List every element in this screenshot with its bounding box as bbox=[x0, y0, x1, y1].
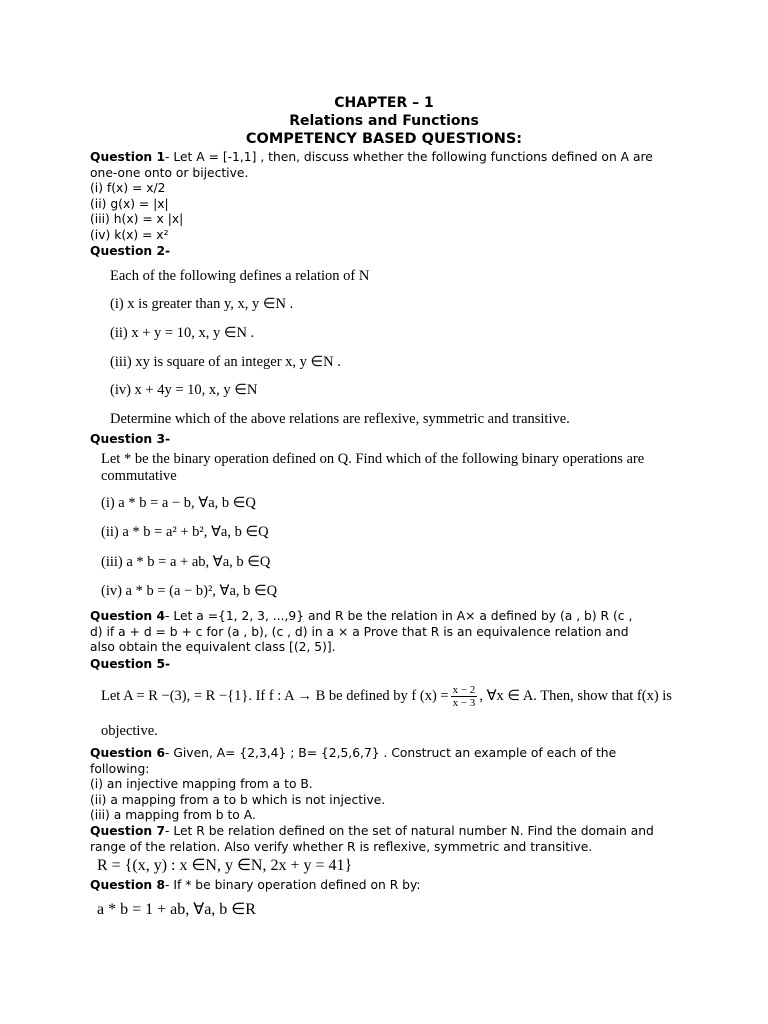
question-2-item: (ii) x + y = 10, x, y ∈N . bbox=[110, 325, 255, 341]
question-8-formula: a * b = 1 + ab, ∀a, b ∈R bbox=[97, 901, 256, 918]
question-2-item: (iv) x + 4y = 10, x, y ∈N bbox=[110, 382, 258, 398]
question-4-line-3: also obtain the equivalent class [(2, 5)]. bbox=[90, 640, 336, 655]
question-5-statement: Let A = R −(3), = R −{1}. If f : A → B be defined by f (x) = $\frac{x - 2}{x - 3}$ , ∀x ∈ A. Then, show that f(x) is bbox=[101, 684, 672, 709]
question-2-item: (iii) xy is square of an integer x, y ∈N . bbox=[110, 354, 341, 370]
question-1-item: (i) f(x) = x/2 bbox=[90, 181, 166, 196]
question-7-formula: R = {(x, y) : x ∈N, y ∈N, 2x + y = 41} bbox=[97, 857, 353, 874]
question-4-label: Question 4 bbox=[90, 609, 166, 623]
question-1-item: (ii) g(x) = |x| bbox=[90, 196, 169, 211]
question-6-item: (i) an injective mapping from a to B. bbox=[90, 777, 313, 792]
question-8-label: Question 8 bbox=[90, 878, 166, 892]
question-8-line-1: Question 8- If * be binary operation defined on R by: bbox=[90, 878, 421, 892]
question-3-line-1: Let * be the binary operation defined on Q. Find which of the following binary operations are bbox=[101, 451, 645, 467]
question-3-item: (ii) a * b = a² + b², ∀a, b ∈Q bbox=[101, 524, 269, 540]
question-5-label: Question 5 bbox=[90, 657, 166, 671]
question-2-intro: Each of the following defines a relation of N bbox=[110, 268, 370, 284]
question-1-label: Question 1 bbox=[90, 150, 166, 164]
question-1-line-2: one-one onto or bijective. bbox=[90, 165, 249, 180]
question-1-item: (iv) k(x) = x² bbox=[90, 228, 169, 242]
question-6-item: (ii) a mapping from a to b which is not injective. bbox=[90, 792, 386, 807]
question-2-outro: Determine which of the above relations are reflexive, symmetric and transitive. bbox=[110, 411, 570, 427]
question-4-line-1: Question 4- Let a ={1, 2, 3, ...,9} and R be the relation in A× a defined by (a , b) R (c , bbox=[90, 609, 633, 623]
question-4-line-2: d) if a + d = b + c for (a , b), (c , d) in a × a Prove that R is an equivalence relation and bbox=[90, 624, 629, 639]
question-7-line-2: range of the relation. Also verify whether R is reflexive, symmetric and transitive. bbox=[90, 839, 593, 854]
question-6-label: Question 6 bbox=[90, 746, 166, 760]
question-6-line-1: Question 6- Given, A= {2,3,4} ; B= {2,5,6,7} . Construct an example of each of the bbox=[90, 746, 617, 760]
question-7-line-1: Question 7- Let R be relation defined on the set of natural number N. Find the domain and bbox=[90, 824, 654, 838]
question-5-heading: Question 5- bbox=[90, 657, 171, 671]
question-3-item: (iv) a * b = (a − b)², ∀a, b ∈Q bbox=[101, 583, 278, 599]
question-2-item: (i) x is greater than y, x, y ∈N . bbox=[110, 296, 294, 312]
question-5-line-2: objective. bbox=[101, 723, 158, 739]
question-3-label: Question 3 bbox=[90, 432, 166, 446]
question-2-heading: Question 2- bbox=[90, 243, 171, 258]
question-1-line-1: Question 1- Let A = [-1,1] , then, discuss whether the following functions defined on A are bbox=[90, 150, 653, 164]
question-6-line-2: following: bbox=[90, 761, 150, 776]
section-heading: COMPETENCY BASED QUESTIONS: bbox=[245, 131, 523, 147]
fraction: $\frac{x - 2}{x - 3}$ bbox=[452, 684, 476, 709]
question-1-item: (iii) h(x) = x |x| bbox=[90, 212, 184, 227]
question-3-heading: Question 3- bbox=[90, 432, 171, 446]
chapter-heading: CHAPTER – 1 bbox=[334, 95, 434, 111]
chapter-title: Relations and Functions bbox=[289, 113, 479, 129]
question-3-item: (iii) a * b = a + ab, ∀a, b ∈Q bbox=[101, 554, 271, 570]
question-3-item: (i) a * b = a − b, ∀a, b ∈Q bbox=[101, 495, 256, 511]
question-2-label: Question 2 bbox=[90, 243, 166, 258]
question-7-label: Question 7 bbox=[90, 824, 166, 838]
question-6-item: (iii) a mapping from b to A. bbox=[90, 808, 256, 823]
question-3-line-2: commutative bbox=[101, 468, 177, 484]
